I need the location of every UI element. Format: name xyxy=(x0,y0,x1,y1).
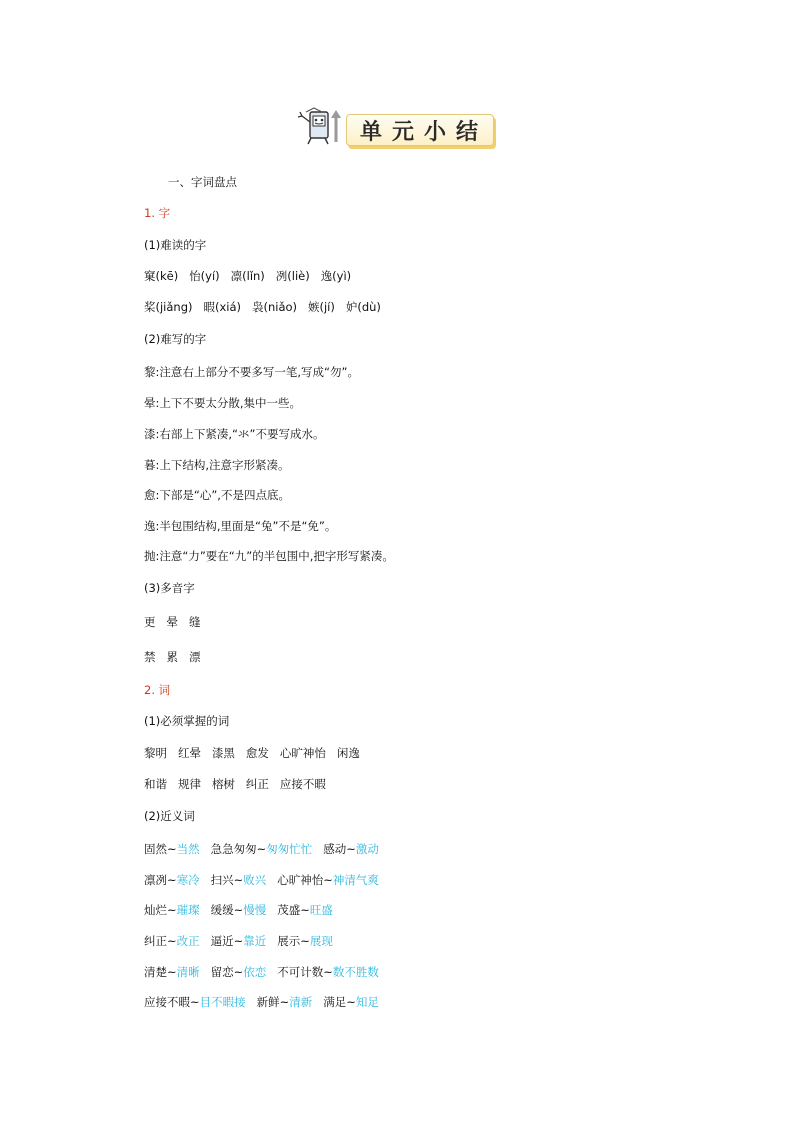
section-heading: 一、字词盘点 xyxy=(168,175,237,189)
polyphone-char: 漂 xyxy=(188,650,201,664)
synonym-answer: 寒冷 xyxy=(176,873,200,887)
word: 漆黑 xyxy=(211,746,235,760)
synonym-answer: 清新 xyxy=(289,995,313,1009)
hard-read-row xyxy=(144,299,381,315)
synonym-word: 凛冽 xyxy=(144,873,167,887)
word: 应接不暇 xyxy=(279,777,326,791)
synonym-answer: 璀璨 xyxy=(176,903,200,917)
tilde: ~ xyxy=(233,934,244,948)
synonym-word: 展示 xyxy=(277,934,301,948)
synonym-word: 纠正 xyxy=(144,934,167,948)
synonym-word: 扫兴 xyxy=(210,873,234,887)
tilde: ~ xyxy=(300,934,310,948)
unit-summary-header xyxy=(298,104,498,148)
hard-read-item: 妒(dù) xyxy=(345,300,381,314)
hard-write-note: 漆:右部上下紧凑,“氺”不要写成水。 xyxy=(144,427,325,441)
tilde: ~ xyxy=(256,842,267,856)
synonym-word: 应接不暇 xyxy=(144,995,190,1009)
synonym-row xyxy=(144,994,379,1010)
word: 闲逸 xyxy=(336,746,360,760)
synonym-row xyxy=(144,841,379,857)
subheading-hard-read: (1)难读的字 xyxy=(144,238,207,252)
must-words-row xyxy=(144,776,326,792)
subheading-polyphone: (3)多音字 xyxy=(144,581,195,595)
hard-read-item: 窠(kē) xyxy=(144,269,179,283)
synonym-answer: 慢慢 xyxy=(243,903,267,917)
word: 榕树 xyxy=(211,777,235,791)
hard-read-item: 桨(jiǎng) xyxy=(144,300,193,314)
tilde: ~ xyxy=(323,873,333,887)
polyphone-row xyxy=(144,649,200,665)
synonym-answer: 激动 xyxy=(355,842,379,856)
synonym-word: 清楚 xyxy=(144,965,167,979)
tilde: ~ xyxy=(167,842,177,856)
tilde: ~ xyxy=(323,965,333,979)
hard-write-note: 逸:半包围结构,里面是“兔”不是“免”。 xyxy=(144,519,337,533)
word: 和谐 xyxy=(144,777,167,791)
synonym-word: 缓缓 xyxy=(210,903,234,917)
tilde: ~ xyxy=(167,903,177,917)
synonym-word: 固然 xyxy=(144,842,167,856)
synonym-row xyxy=(144,902,333,918)
hard-read-item: 冽(liè) xyxy=(275,269,310,283)
title-banner xyxy=(346,114,494,146)
part-heading-zi: 1. 字 xyxy=(144,206,171,220)
polyphone-char: 缝 xyxy=(188,615,201,629)
synonym-word: 留恋 xyxy=(210,965,234,979)
subheading-hard-write: (2)难写的字 xyxy=(144,332,207,346)
polyphone-row xyxy=(144,614,200,630)
hard-read-item: 嫉(jí) xyxy=(307,300,335,314)
synonym-word: 茂盛 xyxy=(277,903,301,917)
page-title: 单元小结 xyxy=(359,118,488,145)
hard-read-item: 暇(xiá) xyxy=(203,300,241,314)
word: 愈发 xyxy=(245,746,269,760)
synonym-answer: 数不胜数 xyxy=(332,965,379,979)
synonym-answer: 展现 xyxy=(309,934,333,948)
tilde: ~ xyxy=(346,842,356,856)
polyphone-char: 更 xyxy=(144,615,156,629)
part-heading-ci: 2. 词 xyxy=(144,683,171,697)
tilde: ~ xyxy=(167,873,177,887)
synonym-word: 灿烂 xyxy=(144,903,167,917)
hard-write-note: 晕:上下不要太分散,集中一些。 xyxy=(144,396,302,410)
synonym-answer: 知足 xyxy=(355,995,379,1009)
synonym-word: 急急匆匆 xyxy=(210,842,257,856)
tilde: ~ xyxy=(190,995,200,1009)
subheading-synonyms: (2)近义词 xyxy=(144,809,195,823)
polyphone-char: 晕 xyxy=(166,615,178,629)
hard-read-item: 袅(niǎo) xyxy=(251,300,298,314)
synonym-answer: 神清气爽 xyxy=(332,873,379,887)
word: 红晕 xyxy=(177,746,201,760)
synonym-word: 感动 xyxy=(323,842,347,856)
tilde: ~ xyxy=(233,873,244,887)
synonym-word: 心旷神怡 xyxy=(277,873,324,887)
polyphone-char: 累 xyxy=(166,650,178,664)
tilde: ~ xyxy=(233,965,244,979)
polyphone-char: 禁 xyxy=(144,650,156,664)
must-words-row xyxy=(144,745,360,761)
tilde: ~ xyxy=(279,995,290,1009)
tilde: ~ xyxy=(346,995,356,1009)
hard-read-item: 怡(yí) xyxy=(189,269,220,283)
synonym-row xyxy=(144,933,333,949)
hard-write-note: 暮:上下结构,注意字形紧凑。 xyxy=(144,458,290,472)
word: 黎明 xyxy=(144,746,167,760)
hard-write-note: 愈:下部是“心”,不是四点底。 xyxy=(144,488,290,502)
tilde: ~ xyxy=(300,903,310,917)
word: 规律 xyxy=(177,777,201,791)
hard-write-note: 抛:注意“力”要在“九”的半包围中,把字形写紧凑。 xyxy=(144,549,394,563)
synonym-word: 新鲜 xyxy=(256,995,280,1009)
synonym-word: 满足 xyxy=(323,995,347,1009)
word: 心旷神怡 xyxy=(279,746,326,760)
book-mascot-icon xyxy=(298,106,344,146)
hard-read-item: 凛(lǐn) xyxy=(230,269,265,283)
hard-read-item: 逸(yì) xyxy=(320,269,352,283)
synonym-row xyxy=(144,964,379,980)
synonym-answer: 旺盛 xyxy=(309,903,333,917)
word: 纠正 xyxy=(245,777,269,791)
synonym-answer: 目不暇接 xyxy=(199,995,246,1009)
synonym-answer: 改正 xyxy=(176,934,200,948)
tilde: ~ xyxy=(167,965,177,979)
subheading-must-words: (1)必须掌握的词 xyxy=(144,714,230,728)
synonym-row xyxy=(144,872,379,888)
synonym-answer: 败兴 xyxy=(243,873,267,887)
synonym-word: 不可计数 xyxy=(277,965,324,979)
synonym-answer: 当然 xyxy=(176,842,200,856)
synonym-answer: 清晰 xyxy=(176,965,200,979)
synonym-word: 逼近 xyxy=(210,934,234,948)
synonym-answer: 依恋 xyxy=(243,965,267,979)
hard-read-row xyxy=(144,268,351,284)
hard-write-note: 黎:注意右上部分不要多写一笔,写成“勿”。 xyxy=(144,365,359,379)
tilde: ~ xyxy=(167,934,177,948)
synonym-answer: 靠近 xyxy=(243,934,267,948)
synonym-answer: 匆匆忙忙 xyxy=(266,842,313,856)
tilde: ~ xyxy=(233,903,244,917)
